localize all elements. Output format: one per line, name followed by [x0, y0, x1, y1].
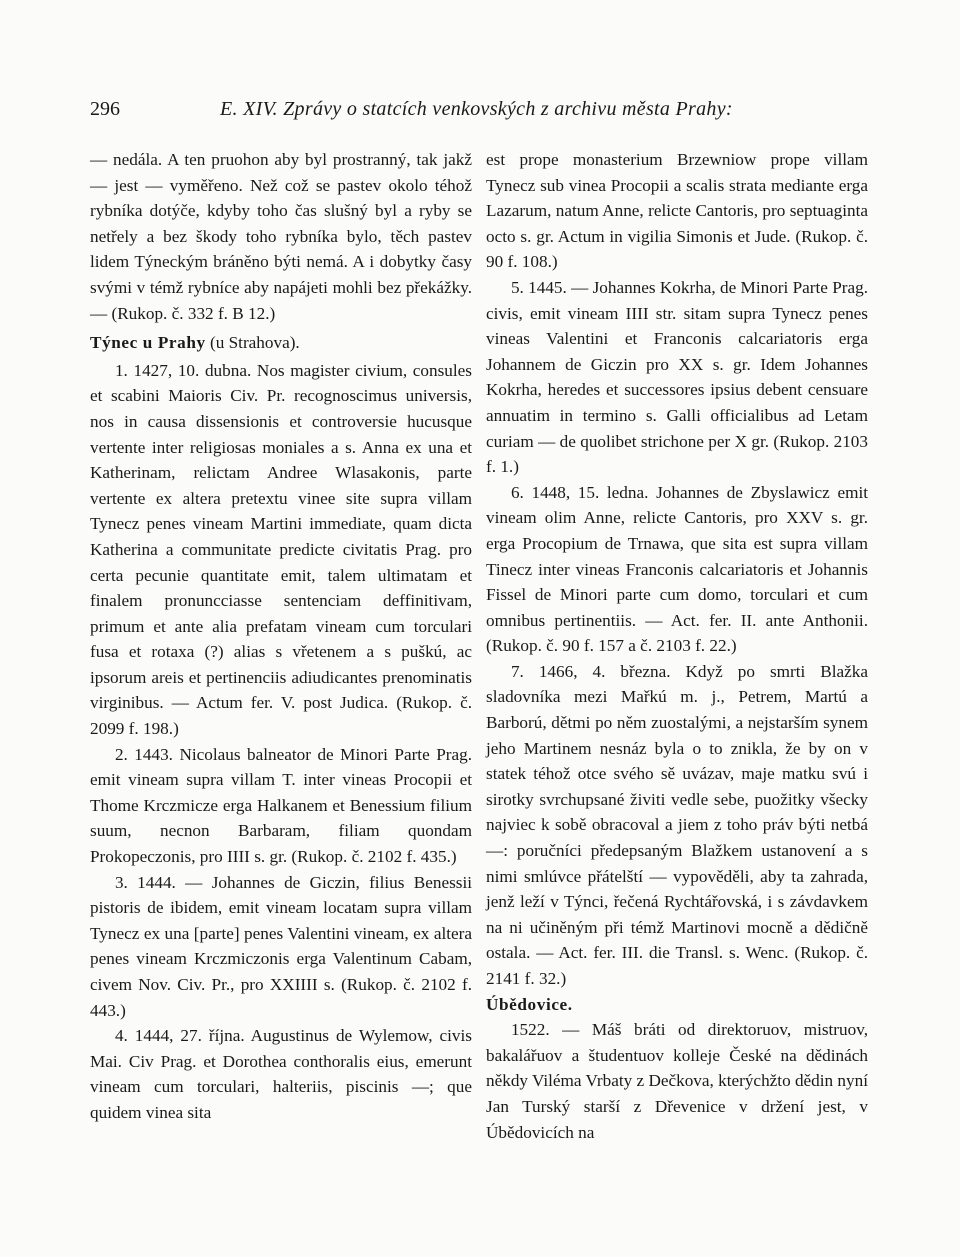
paragraph-continuation-right: est prope monasterium Brzewniow prope villam Tynecz sub vinea Procopii a scalis strata mediante erga Lazarum, natum Anne, relicte Cantoris, pro septuaginta octo s. gr. Actum in vigilia Simonis et Jude. (Rukop. č. 90 f. 108.) [486, 150, 868, 272]
entry-3: 3. 1444. — Johannes de Giczin, filius Benessii pistoris de ibidem, emit vineam locatam supra villam Tynecz ex una [parte] penes Valentini vineam, ex altera penes vineam Krczmiczonis erga Valentinum Cabam, civem Nov. Civ. Pr., pro XXIIII s. (Rukop. č. 2102 f. 443.) [90, 872, 472, 1020]
section-heading-title: Týnec u Prahy [90, 333, 206, 353]
section-heading-tynec [90, 330, 472, 356]
entry-1: 1. 1427, 10. dubna. Nos magister civium, consules et scabini Maioris Civ. Pr. recognoscimus universis, nos in causa dissensionis et controversie hucusque vertente inter religiosas moniales a s. Anna ex una et Katherinam, relictam Andree Wlasakonis, parte vertente ex altera pretextu vinee site supra villam Tynecz penes vineam Martini immediate, quam dicta Katherina a communitate predicte civitatis Prag. pro certa pecunie quantitate emit, talem ultimatam et finalem pronuncciasse sentenciam deffinitivam, primum et ante alia prefatam vineam cum torculari fusa et rotaxa (?) alias s vřetenem a s puškú, ac ipsorum areis et pertinenciis adiudicantes prenominatis virginibus. — Actum fer. V. post Judica. (Rukop. č. 2099 f. 198.) [90, 360, 472, 739]
entry-2: 2. 1443. Nicolaus balneator de Minori Parte Prag. emit vineam supra villam T. inter vineas Procopii et Thome Krczmicze erga Halkanem et Benessium filium suum, necnon Barbaram, filiam quondam Prokopeczonis, pro IIII s. gr. (Rukop. č. 2102 f. 435.) [90, 744, 472, 867]
page-header [90, 98, 868, 128]
section-heading-subtitle: (u Strahova). [210, 333, 300, 353]
section-heading-ubedovice: Úbědovice. [486, 994, 573, 1014]
left-column [90, 147, 472, 1126]
right-column [486, 147, 868, 1145]
entry-5: 5. 1445. — Johannes Kokrha, de Minori Parte Prag. civis, emit vineam IIII str. sitam supra Tynecz penes vineas Valentini et Franconis calcariatoris erga Johannem de Giczin pro XX s. gr. Idem Johannes Kokrha, heredes et successores ipsius debent censuare annuatim in termino s. Galli officialibus ad Letam curiam — de quolibet strichone per X gr. (Rukop. 2103 f. 1.) [486, 277, 868, 477]
entry-4: 4. 1444, 27. října. Augustinus de Wylemow, civis Mai. Civ Prag. et Dorothea conthoralis eius, emerunt vineam cum torculari, halteriis, piscinis —; que quidem vinea sita [90, 1026, 472, 1122]
running-title: E. XIV. Zprávy o statcích venkovských z archivu města Prahy: [220, 98, 733, 120]
paragraph-continuation: — nedála. A ten pruohon aby byl prostranný, tak jakž — jest — vyměřeno. Než což se pastev okolo téhož rybníka dotýče, kdyby toho čas slušný byl a ryby se netřely a bez škody toho rybníka bylo, těch pastev lidem Týneckým bráněno býti nemá. A i dobytky časy svými v témž rybníce aby napájeti mohli bez překážky. — (Rukop. č. 332 f. B 12.) [90, 150, 472, 323]
entry-6: 6. 1448, 15. ledna. Johannes de Zbyslawicz emit vineam olim Anne, relicte Cantoris, pro XXV s. gr. erga Procopium de Trnawa, que sita est supra villam Tinecz inter vineas Franconis calcariatoris et Johannis Fissel de Minori parte cum domo, torculari et cum omnibus pertinentiis. — Act. fer. II. ante Anthonii. (Rukop. č. 90 f. 157 a č. 2103 f. 22.) [486, 482, 868, 656]
entry-8: 1522. — Máš bráti od direktoruov, mistruov, bakalářuov a študentuov kolleje České na dědinách někdy Viléma Vrbaty z Dečkova, kterýchžto dědin nyní Jan Turský starší z Dřevenice v držení jest, v Úbědovicích na [486, 1020, 868, 1142]
entry-7: 7. 1466, 4. března. Když po smrti Blažka sladovníka mezi Mařkú m. j., Petrem, Martú a Barború, dětmi po něm zuostalými, a nejstarším synem jeho Martinem nesnáz byla o to znikla, že by on v statek téhož otce svého sě uvázav, maje matku svú i sirotky svrchupsané živiti vedle sebe, puožitky všecky najviec k sobě obracoval a jiem z toho práv býti netbá —: poručníci předepsaným Blažkem ustanovení a s nimi smlúvce přátelští — vypověděli, aby ta zahrada, jenž leží v Týnci, řečená Rychtářovská, i s závdavkem na ni učiněným při témž Martinovi mocně a dědičně ostala. — Act. fer. III. die Transl. s. Wenc. (Rukop. č. 2141 f. 32.) [486, 661, 868, 988]
page-number: 296 [90, 98, 120, 120]
